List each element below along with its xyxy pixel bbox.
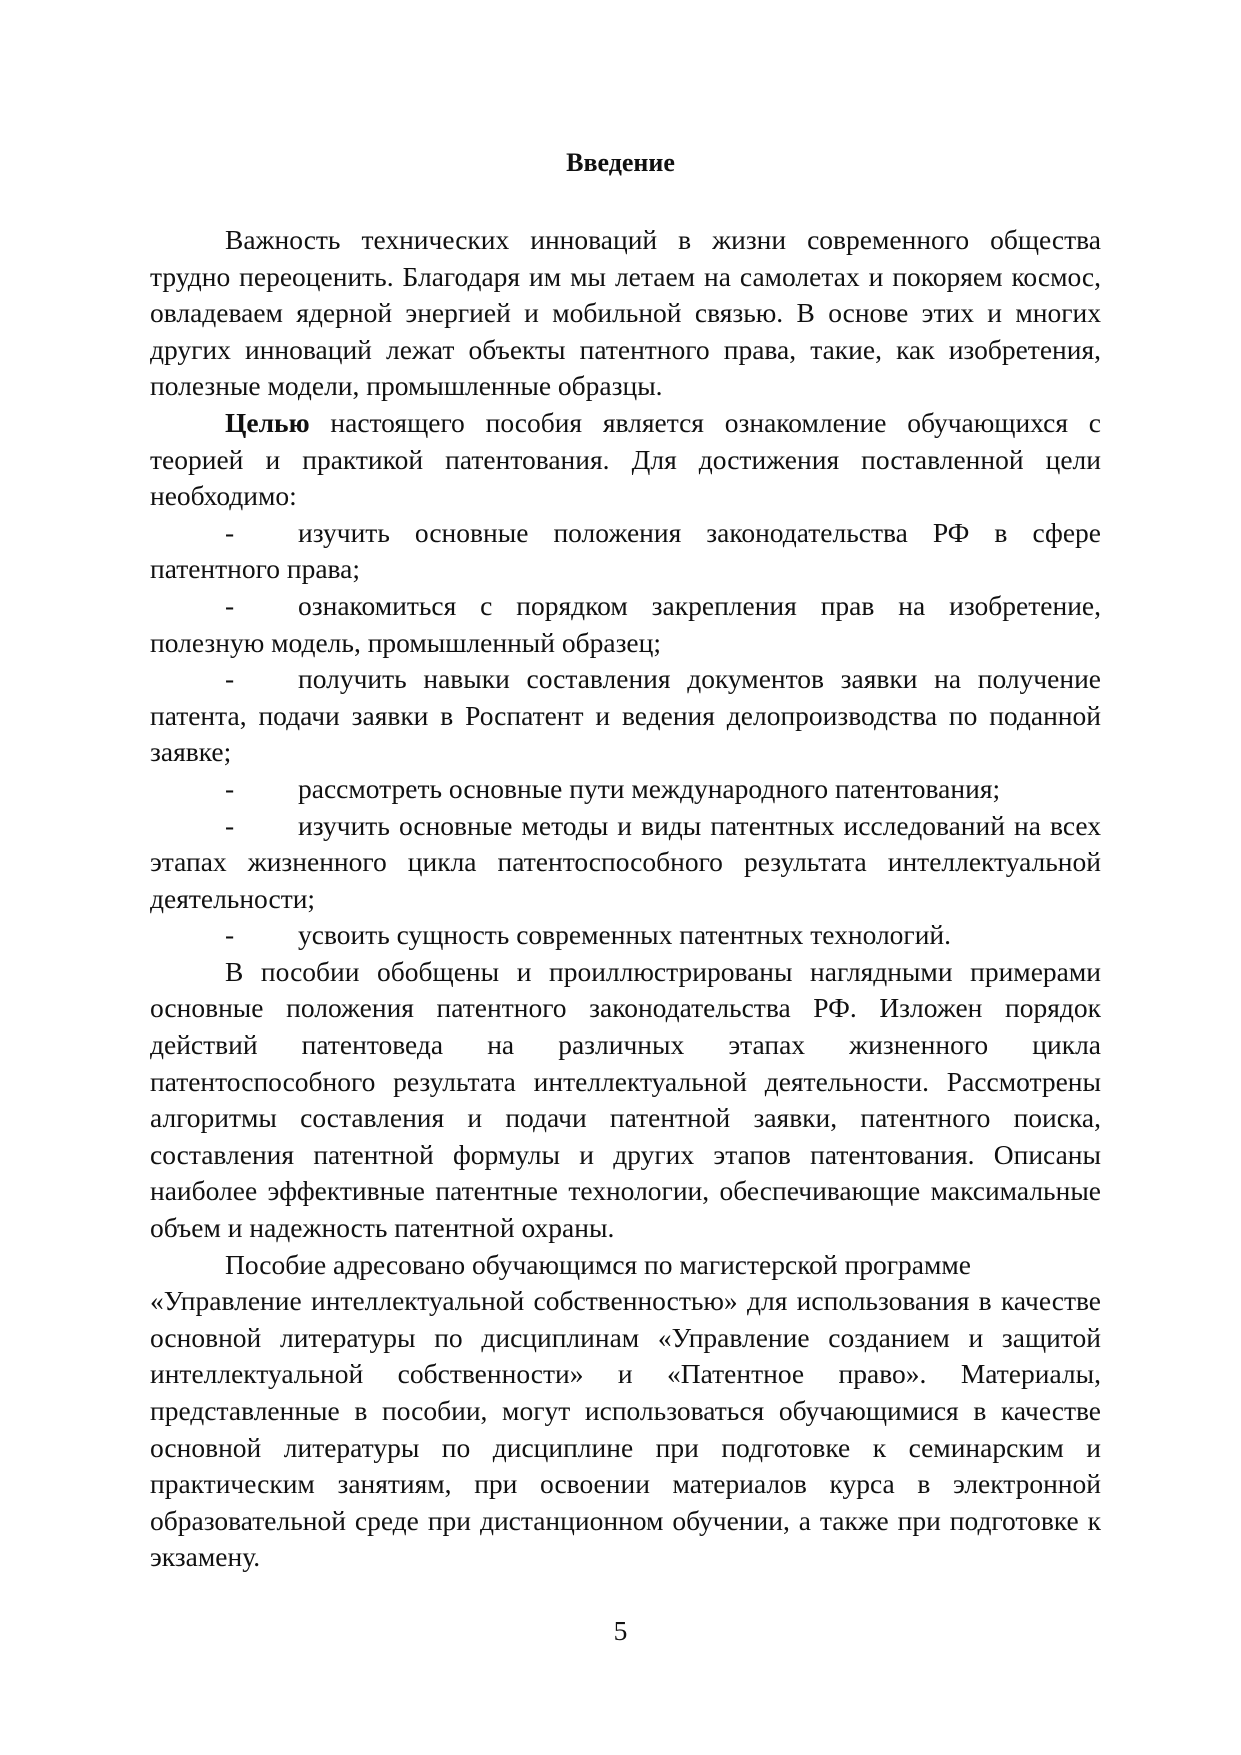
bullet-dash: - (225, 516, 235, 548)
list-item (150, 808, 1101, 918)
page-number: 5 (613, 1615, 628, 1646)
goal-bold-word: Целью (225, 406, 310, 438)
list-item-text: рассмотреть основные пути международного патентования; (298, 772, 1001, 804)
goals-list (150, 515, 1101, 954)
list-item (150, 588, 1101, 661)
list-item-text: усвоить сущность современных патентных технологий. (298, 919, 952, 951)
goal-paragraph-text: настоящего пособия является ознакомление обучающихся с теорией и практикой патентования. Для достижения поставленной цели необходимо: (150, 406, 1101, 512)
bullet-dash: - (225, 663, 235, 695)
list-item (150, 917, 1101, 954)
bullet-dash: - (225, 919, 235, 951)
bullet-dash: - (225, 809, 235, 841)
list-item (150, 771, 1101, 808)
section-title: Введение (566, 148, 675, 177)
summary-paragraph: В пособии обобщены и проиллюстрированы наглядными примерами основные положения патентного законодательства РФ. Изложен порядок действий патентоведа на различных этапах жизненного цикла патентоспособного результата интеллектуальной деятельности. Рассмотрены алгоритмы составления и подачи патентной заявки, патентного поиска, составления патентной формулы и других этапов патентования. Описаны наиболее эффективные патентные технологии, обеспечивающие максимальные объем и надежность патентной охраны. (150, 955, 1101, 1244)
audience-paragraph: «Управление интеллектуальной собственностью» для использования в качестве основной литературы по дисциплинам «Управление созданием и защитой интеллектуальной собственности» и «Патентное право». Материалы, представленные в пособии, могут использоваться обучающимися в качестве основной литературы по дисциплине при подготовке к семинарским и практическим занятиям, при освоении материалов курса в электронной образовательной среде при дистанционном обучении, а также при подготовке к экзамену. (150, 1285, 1101, 1573)
audience-first-line: Пособие адресовано обучающимся по магистерской программе (225, 1248, 971, 1280)
bullet-dash: - (225, 772, 235, 804)
list-item-text: ознакомиться с порядком закрепления прав на изобретение, полезную модель, промышленный образец; (150, 589, 1101, 658)
body-text (150, 222, 1101, 1576)
goal-paragraph (150, 405, 1101, 515)
list-item (150, 661, 1101, 771)
list-item-text: изучить основные положения законодательства РФ в сфере патентного права; (150, 516, 1101, 585)
list-item-text: изучить основные методы и виды патентных исследований на всех этапах жизненного цикла патентоспособного результата интеллектуальной деятельности; (150, 809, 1101, 914)
intro-paragraph: Важность технических инноваций в жизни современного общества трудно переоценить. Благодаря им мы летаем на самолетах и покоряем космос, овладеваем ядерной энергией и мобильной связью. В основе этих и многих других инноваций лежат объекты патентного права, такие, как изобретения, полезные модели, промышленные образцы. (150, 224, 1101, 402)
bullet-dash: - (225, 589, 235, 621)
list-item (150, 515, 1101, 588)
list-item-text: получить навыки составления документов заявки на получение патента, подачи заявки в Роспатент и ведения делопроизводства по поданной заявке; (150, 663, 1101, 768)
